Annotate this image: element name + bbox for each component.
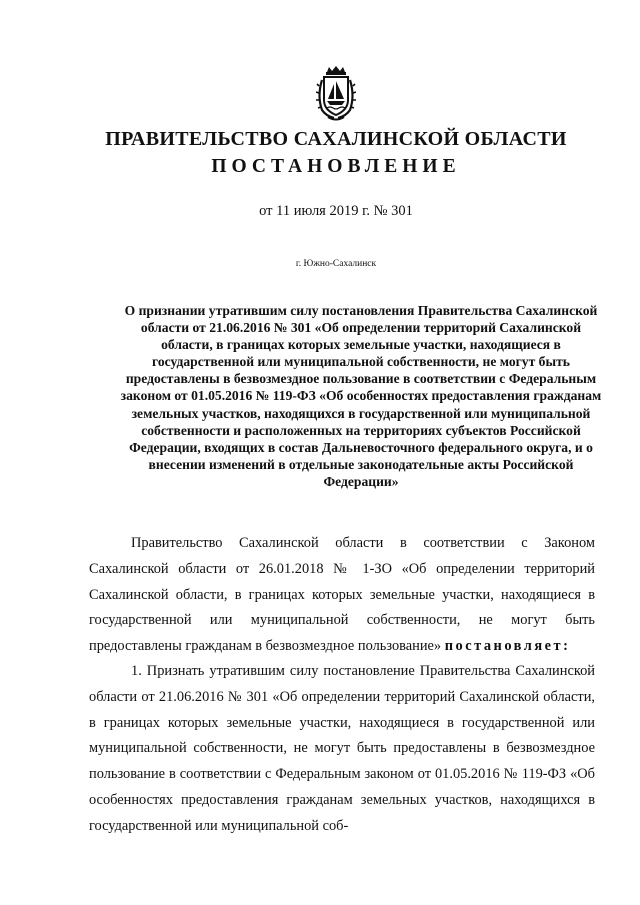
sakhalin-coat-of-arms-icon (316, 66, 356, 122)
resolves-keyword: постановляет: (444, 638, 571, 655)
date-prefix: от (259, 203, 273, 219)
document-date: 11 июля 2019 г. (276, 203, 371, 219)
city-name: г. Южно-Сахалинск (295, 259, 377, 269)
document-type: ПОСТАНОВЛЕНИЕ (211, 156, 461, 177)
government-title: ПРАВИТЕЛЬСТВО САХАЛИНСКОЙ ОБЛАСТИ (105, 128, 567, 150)
document-date-line (0, 203, 640, 220)
preamble-text: Правительство Сахалинской области в соответствии с Законом Сахалинской области от 26.01.2018 № 1-ЗО «Об определении территорий Сахалинской области, в границах которых земельные участки, находящиеся в государственной или муниципальной собственности, не могут быть предоставлены гражданам в безвозмездное пользование» (89, 535, 595, 655)
document-number: 301 (391, 203, 413, 219)
number-sign: № (373, 203, 388, 219)
item-1-paragraph: 1. Признать утратившим силу постановление Правительства Сахалинской области от 21.06.2016 № 301 «Об определении территорий Сахалинской области, в границах которых земельные участки, находящиеся в государственной или муниципальной собственности, не могут быть предоставлены в безвозмездное пользование в соответствии с Федеральным законом от 01.05.2016 № 119-ФЗ «Об особенностях предоставления гражданам земельных участков, находящихся в государственной или муниципальной соб- (89, 663, 595, 834)
document-subject: О признании утратившим силу постановления Правительства Сахалинской области от 21.06.2016 № 301 «Об определении территорий Сахалинской области, в границах которых земельные участки, находящиеся в государственной или муниципальной собственности, не могут быть предоставлены в безвозмездное пользование в соответствии с Федеральным законом от 01.05.2016 № 119-ФЗ «Об особенностях предоставления гражданам земельных участков, находящихся в государственной или муниципальной собственности и расположенных на территориях субъектов Российской Федерации, входящих в состав Дальневосточного федерального округа, и о внесении изменений в отдельные законодательные акты Российской Федерации» (120, 303, 602, 489)
preamble-paragraph (89, 531, 595, 660)
